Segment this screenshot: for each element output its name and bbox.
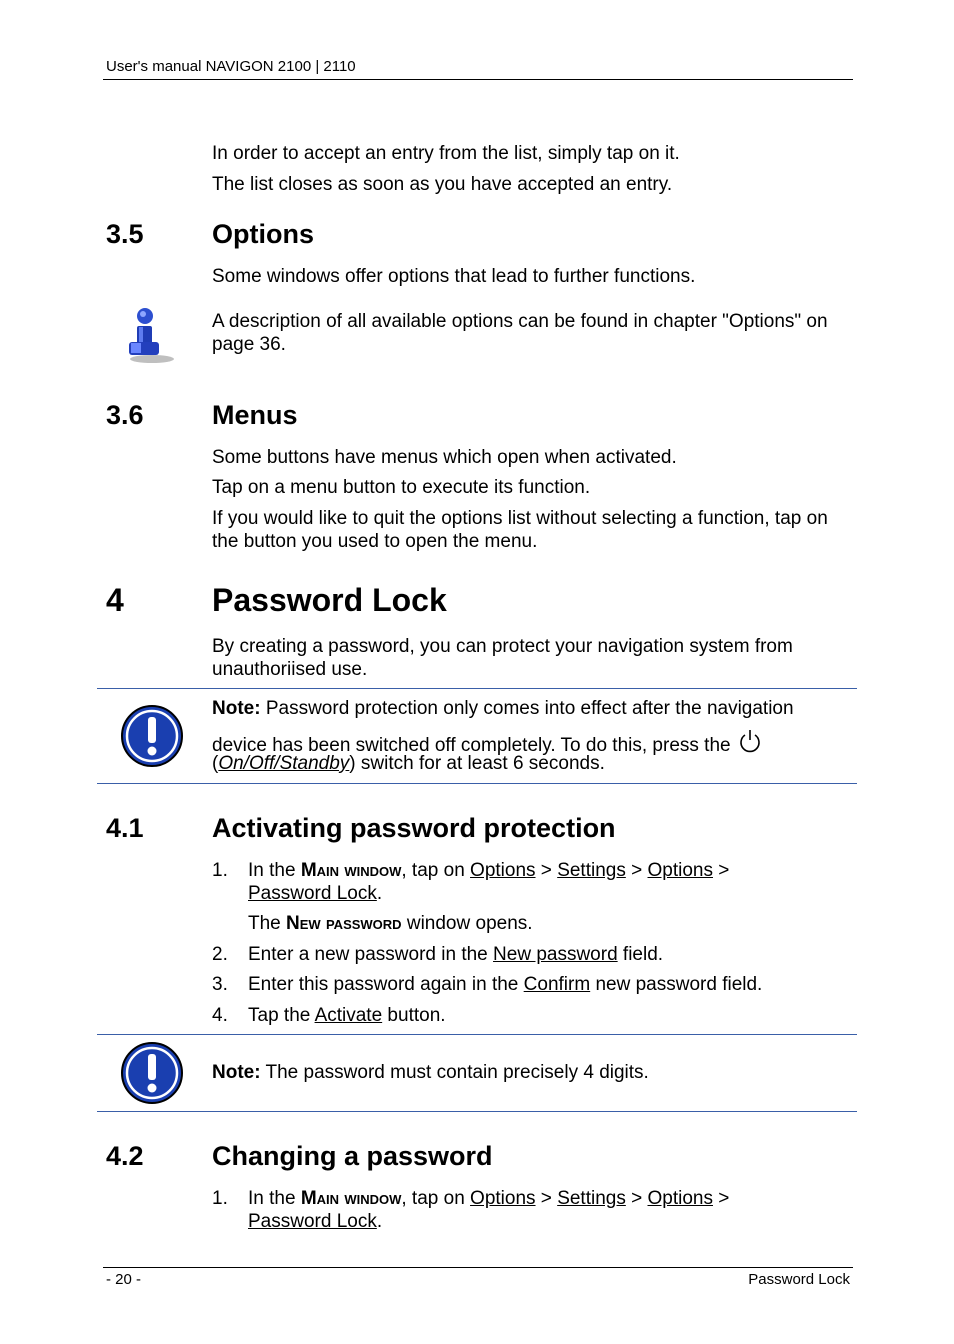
step-3 [248,973,848,996]
section-title: Changing a password [212,1141,493,1171]
page-number: - 20 - [106,1271,142,1288]
note-text: The password must contain precisely 4 digits. [260,1062,649,1083]
paragraph: Some windows offer options that lead to further functions. [212,266,696,287]
paragraph: Some buttons have menus which open when activated. [212,447,677,468]
password-lock-link: Password Lock [248,883,377,904]
power-icon [738,729,762,753]
section-number: 3.5 [106,219,144,249]
options-link: Options [647,1188,713,1209]
step-2 [248,943,848,966]
on-off-standby-link: On/Off/Standby [218,753,350,774]
note-rule-bottom [97,783,857,784]
main-window-label: Main window [300,1188,402,1209]
exclamation-icon [120,704,184,768]
note-text: ( [212,753,219,774]
step-text: The [248,913,287,934]
note-line-3 [212,752,852,775]
section-number: 4.2 [106,1141,144,1171]
header-rule [103,79,853,80]
settings-link: Settings [557,860,626,881]
options-link: Options [470,1188,536,1209]
step-number: 3. [212,974,228,995]
step-text: . [376,883,383,904]
main-window-label: Main window [300,860,402,881]
section-title: Menus [212,400,298,430]
step-1 [248,1187,848,1233]
note-text: device has been switched off completely. To do this, press the [212,735,731,756]
note-rule-top [97,1034,857,1035]
note-line-1 [212,697,852,720]
step-text: Enter a new password in the [248,944,494,965]
options-link: Options [647,860,713,881]
note-rule-bottom [97,1111,857,1112]
note-rule-top [97,688,857,689]
note-label: Note: [212,1062,261,1083]
step-number: 2. [212,944,228,965]
separator: > [712,1188,730,1209]
step-text: field. [617,944,664,965]
chapter-number: 4 [106,582,124,618]
step-result [248,912,848,935]
step-4 [248,1004,848,1027]
step-1 [248,859,848,905]
activate-link: Activate [314,1005,383,1026]
step-text: , tap on [401,860,471,881]
new-password-window-label: New password [286,913,402,934]
step-number: 4. [212,1005,228,1026]
note-text: ) switch for at least 6 seconds. [349,753,605,774]
exclamation-icon [120,1041,184,1105]
section-number: 3.6 [106,400,144,430]
section-title: Activating password protection [212,813,616,843]
step-number: 1. [212,860,228,881]
confirm-link: Confirm [523,974,591,995]
note-text: Password protection only comes into effect after the navigation [260,698,794,719]
chapter-title: Password Lock [212,582,447,618]
paragraph: Tap on a menu button to execute its function. [212,477,591,498]
note-label: Note: [212,698,261,719]
step-text: window opens. [401,913,533,934]
intro-line-2: The list closes as soon as you have accepted an entry. [212,174,673,195]
footer-rule [103,1267,853,1268]
step-text: button. [382,1005,446,1026]
section-number: 4.1 [106,813,144,843]
step-text: In the [248,1188,301,1209]
footer-section: Password Lock [748,1271,850,1288]
step-text: , tap on [401,1188,471,1209]
options-link: Options [470,860,536,881]
separator: > [712,860,730,881]
separator: > [625,860,648,881]
header-title: User's manual NAVIGON 2100 | 2110 [106,58,356,75]
step-text: In the [248,860,301,881]
step-text: new password field. [590,974,763,995]
settings-link: Settings [557,1188,626,1209]
separator: > [625,1188,648,1209]
section-title: Options [212,219,314,249]
step-number: 1. [212,1188,228,1209]
intro-line-1: In order to accept an entry from the list, simply tap on it. [212,143,680,164]
step-text: . [376,1211,383,1232]
step-text: Tap the [248,1005,315,1026]
info-paragraph: A description of all available options can be found in chapter "Options" on page 36. [212,311,828,355]
paragraph: If you would like to quit the options list without selecting a function, tap on the button you used to open the menu. [212,508,828,552]
note-line [212,1061,852,1084]
separator: > [535,1188,558,1209]
step-text: Enter this password again in the [248,974,524,995]
separator: > [535,860,558,881]
info-person-icon [122,305,178,365]
new-password-link: New password [493,944,618,965]
password-lock-link: Password Lock [248,1211,377,1232]
paragraph: By creating a password, you can protect your navigation system from unauthoriised use. [212,636,793,680]
